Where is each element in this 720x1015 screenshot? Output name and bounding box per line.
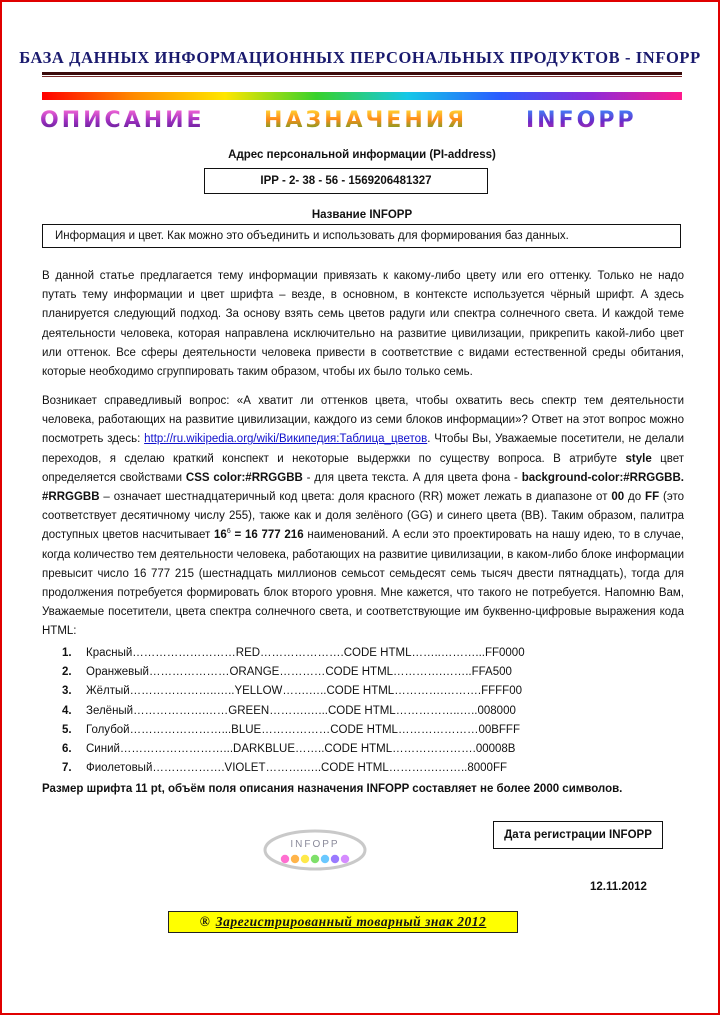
logo-dot xyxy=(331,855,339,863)
list-item xyxy=(62,740,525,759)
banner-word-infopp: INFOPP xyxy=(526,108,637,133)
logo-dot xyxy=(321,855,329,863)
list-text: Синий………………………...DARKBLUE……..CODE HTML………………….00008B xyxy=(86,742,516,755)
address-value-box: IPP - 2- 38 - 56 - 1569206481327 xyxy=(204,168,488,194)
paragraph-text: Возникает справедливый вопрос: «А хватит ли оттенков цвета, чтобы охватить весь спектр тем деятельности человека, работающих на развитие цивилизации, каждого из семи блоков информации»? Ответ на этот вопрос можно посмотреть здесь: xyxy=(42,395,684,446)
list-text: Фиолетовый……………….VIOLET……….…..CODE HTML………….……..8000FF xyxy=(86,762,507,775)
wikipedia-link[interactable]: http://ru.wikipedia.org/wiki/Википедия:Таблица_цветов xyxy=(144,433,428,446)
list-item xyxy=(62,682,525,701)
list-item xyxy=(62,721,525,740)
list-text: Голубой……………………...BLUE………………CODE HTML…………………00BFFF xyxy=(86,723,520,736)
infopp-logo xyxy=(256,826,374,882)
paragraph-text: - для цвета текста. А для цвета фона - xyxy=(302,471,522,484)
list-item xyxy=(62,759,525,778)
list-item xyxy=(62,644,525,663)
list-text: Красный………………………RED………………….CODE HTML……..………...FF0000 xyxy=(86,647,525,659)
list-number: 7. xyxy=(62,762,72,775)
background-color-keyword: background-color:#RRGGBB. #RRGGBB xyxy=(42,471,684,504)
power-base: 16 xyxy=(214,529,227,542)
paragraph-text: – означает шестнадцатеричный код цвета: доля красного (RR) может лежать в диапазоне от xyxy=(99,491,612,504)
logo-dot xyxy=(291,855,299,863)
header-rule-thin xyxy=(42,76,682,77)
logo-dots xyxy=(281,855,349,863)
css-color-keyword: CSS color:#RRGGBB xyxy=(185,471,303,484)
logo-dot xyxy=(281,855,289,863)
paragraph-text: (это соответствует десятичному числу 255), также как и доля зелёного (GG) и синего цвета (BB). Таким образом, палитра доступных цветов насчитывает xyxy=(42,491,684,542)
list-text: Оранжевый…………………ORANGE…………CODE HTML………….……..FFA500 xyxy=(86,666,512,679)
list-item xyxy=(62,702,525,721)
power-exponent: 6 xyxy=(226,528,231,536)
address-label: Адрес персональной информации (PI-address) xyxy=(228,149,496,161)
banner-word-purpose: НАЗНАЧЕНИЯ xyxy=(264,108,468,133)
color-code-list xyxy=(62,644,525,778)
paragraph-text: до xyxy=(624,491,646,504)
logo-ring xyxy=(265,831,365,869)
header-rule-thick xyxy=(42,72,682,75)
name-value-box: Информация и цвет. Как можно это объединить и использовать для формирования баз данных. xyxy=(42,224,681,248)
registered-mark-icon: ® xyxy=(199,914,210,929)
header-title: БАЗА ДАННЫХ ИНФОРМАЦИОННЫХ ПЕРСОНАЛЬНЫХ ПРОДУКТОВ - INFOPP xyxy=(19,48,701,67)
list-item xyxy=(62,663,525,682)
trademark-text: Зарегистрированный товарный знак 2012 xyxy=(215,914,487,929)
list-text: Зелёный……………….……GREEN……….…...CODE HTML……………..…..008000 xyxy=(86,704,516,717)
paragraph-text: цвет определяется свойствами xyxy=(42,452,685,484)
paragraph-text: . Чтобы Вы, Уважаемые посетители, не делали переходов, я сделаю краткий конспект и некоторые выдержки по существу вопроса. В атрибуте xyxy=(42,433,685,465)
logo-dot xyxy=(341,855,349,863)
list-number: 6. xyxy=(62,742,72,755)
registration-date: 12.11.2012 xyxy=(590,881,647,893)
logo-dot xyxy=(311,855,319,863)
list-number: 2. xyxy=(62,666,72,679)
logo-text: INFOPP xyxy=(290,839,340,850)
palette-total: = 16 777 216 xyxy=(230,529,304,542)
paragraph-intro: В данной статье предлагается тему информации привязать к какому-либо цвету или его оттенку. Только не надо путать тему информации и цвет шрифта – везде, в основном, в контексте используется чёрный шрифт. А здесь планируется следующий подход. За основу взять семь цветов радуги или спектра солнечного света. И каждой теме деятельности человека, которая направлена исключительно на развитие цивилизации, прикрепить какой-либо цвет или оттенок. Все сферы деятельности человека привести в соответствие с видами естественной среды обитания, которые необходимо сгруппировать таким образом, чтобы их было только семь. xyxy=(42,270,684,379)
name-label: Название INFOPP xyxy=(311,209,413,221)
paragraph-text: наименований. А если это проектировать на нашу идею, то в случае, когда количество тем деятельности человека, работающих на развитие цивилизации, в каком-либо блоке информации превысит число 16 777 215 (шестнадцать миллионов семьсот семьдесят семь тысяч двести пятнадцать), тогда для продолжения потребуется формировать блок второго уровня. Мне кажется, что такого не потребуется. Напомню Вам, Уважаемые посетители, цвета спектра солнечного света, и соответствующие им буквенно-цифровые выражения кода HTML: xyxy=(42,529,684,638)
list-number: 1. xyxy=(62,647,72,659)
registration-date-box: Дата регистрации INFOPP xyxy=(493,821,663,849)
range-max: FF xyxy=(645,491,660,504)
list-number: 3. xyxy=(62,685,72,698)
font-size-note: Размер шрифта 11 pt, объём поля описания назначения INFOPP составляет не более 2000 символов. xyxy=(42,783,623,795)
list-number: 5. xyxy=(62,723,72,736)
range-min: 00 xyxy=(611,491,625,504)
list-number: 4. xyxy=(62,704,72,717)
trademark-badge xyxy=(168,911,518,933)
logo-dot xyxy=(301,855,309,863)
banner-heading xyxy=(2,108,720,142)
banner-word-description: ОПИСАНИЕ xyxy=(40,108,205,133)
paragraph-question xyxy=(42,392,684,642)
list-text: Жёлтый…………………..…..YELLOW…….…..CODE HTML………….……….FFFF00 xyxy=(86,685,522,698)
style-keyword: style xyxy=(625,452,652,465)
rainbow-bar xyxy=(42,92,682,100)
